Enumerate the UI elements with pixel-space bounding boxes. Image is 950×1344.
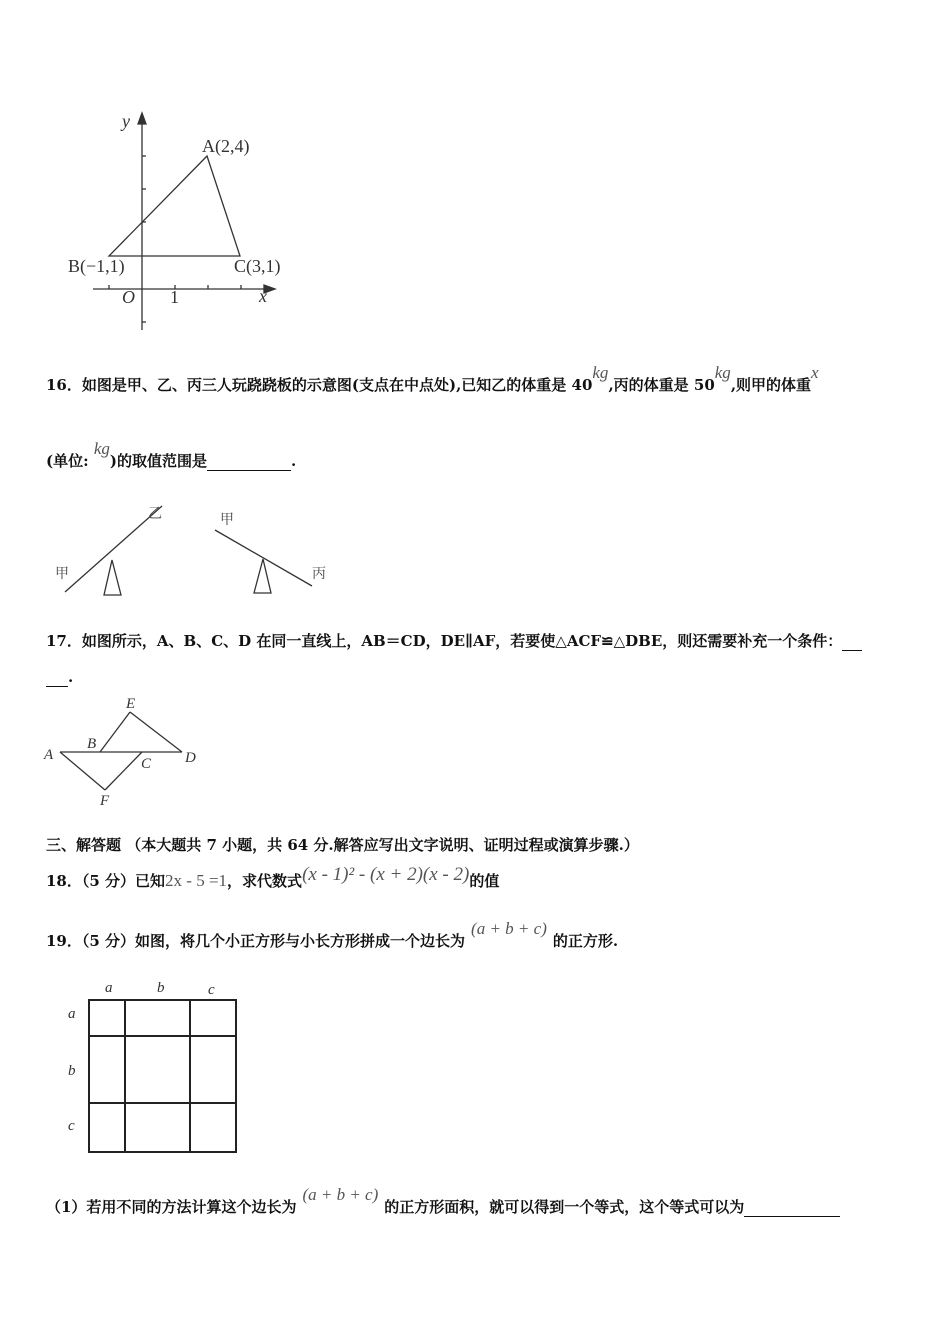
grid-left-a: a [68,1006,76,1022]
grid-top-b: b [157,980,165,996]
answer-blank [744,1198,840,1217]
fulcrum-left [104,560,121,595]
unit-kg: kg [93,439,110,458]
point-a-label: A(2,4) [202,136,250,156]
q18-suffix: 的值 [469,872,500,890]
grid-top-c: c [208,982,215,998]
seesaw-figure [65,506,312,595]
congruent-triangles-figure [60,712,182,790]
grid-top-a: a [105,980,113,996]
answer-blank [207,452,291,471]
grid-left-c: c [68,1118,75,1134]
point-c-label: C(3,1) [234,256,281,276]
point-b: B [87,736,97,752]
question-19 [46,919,619,951]
q19-prefix: 19．（5 分）如图，将几个小正方形与小长方形拼成一个边长为 [46,932,466,950]
x-label: x [259,286,267,306]
q19-1-prefix: （1）若用不同的方法计算这个边长为 [46,1198,297,1216]
answer-blank [842,632,862,651]
unit-kg: kg [714,363,731,382]
question-16-line-1 [46,363,819,395]
point-f: F [100,793,110,809]
period: . [291,452,297,470]
q17-text: 17．如图所示，A、B、C、D 在同一直线上，AB＝CD，DE∥AF，若要使△ACF≌△DBE，则还需要补充一个条件： [46,632,843,650]
point-c: C [141,756,152,772]
q18-prefix: 18．（5 分）已知 [46,872,166,890]
seesaw-right-board [215,530,312,586]
label-jia-left: 甲 [55,567,69,582]
square-grid-figure [89,1000,236,1152]
question-18 [46,864,500,892]
grid-left-b: b [68,1063,76,1079]
q19-suffix: 的正方形. [552,932,619,950]
label-jia-right: 甲 [220,513,234,528]
q18-equation: 2x - 5 =1 [165,871,228,890]
q16-text-a: 16．如图是甲、乙、丙三人玩跷跷板的示意图(支点在中点处),已知乙的体重是 40 [46,376,593,394]
period: . [68,668,74,686]
section-heading: 三、解答题 （本大题共 7 小题，共 64 分.解答应写出文字说明、证明过程或演算步骤.） [46,836,639,854]
point-d: D [185,750,196,766]
triangle-abc [109,156,240,256]
q18-mid: ，求代数式 [227,872,303,890]
q16-text-d: (单位: [46,452,94,470]
point-b-label: B(−1,1) [68,256,125,276]
label-yi: 乙 [148,507,162,522]
tick-label-1: 1 [170,287,179,307]
y-axis-arrow [138,113,146,124]
q16-text-b: ,丙的体重是 50 [608,376,715,394]
q19-1-suffix: 的正方形面积，就可以得到一个等式，这个等式可以为 [384,1198,745,1216]
fulcrum-right [254,559,271,593]
point-a: A [44,747,54,763]
question-17-cont [46,668,73,687]
question-19-part-1 [46,1185,840,1217]
label-bing: 丙 [312,567,326,582]
q16-text-e: )的取值范围是 [109,452,208,470]
answer-blank-cont [46,668,68,687]
origin-label: O [122,287,135,307]
question-17 [46,630,862,651]
question-16-line-2 [46,439,297,471]
q16-text-c: ,则甲的体重 [730,376,812,394]
point-e: E [126,696,136,712]
q19-1-expression: (a + b + c) [302,1185,379,1204]
var-x: x [811,363,819,382]
q19-expression: (a + b + c) [471,919,547,938]
unit-kg: kg [592,363,609,382]
y-label: y [122,111,130,131]
q18-expression: (x - 1)² - (x + 2)(x - 2) [302,864,470,885]
